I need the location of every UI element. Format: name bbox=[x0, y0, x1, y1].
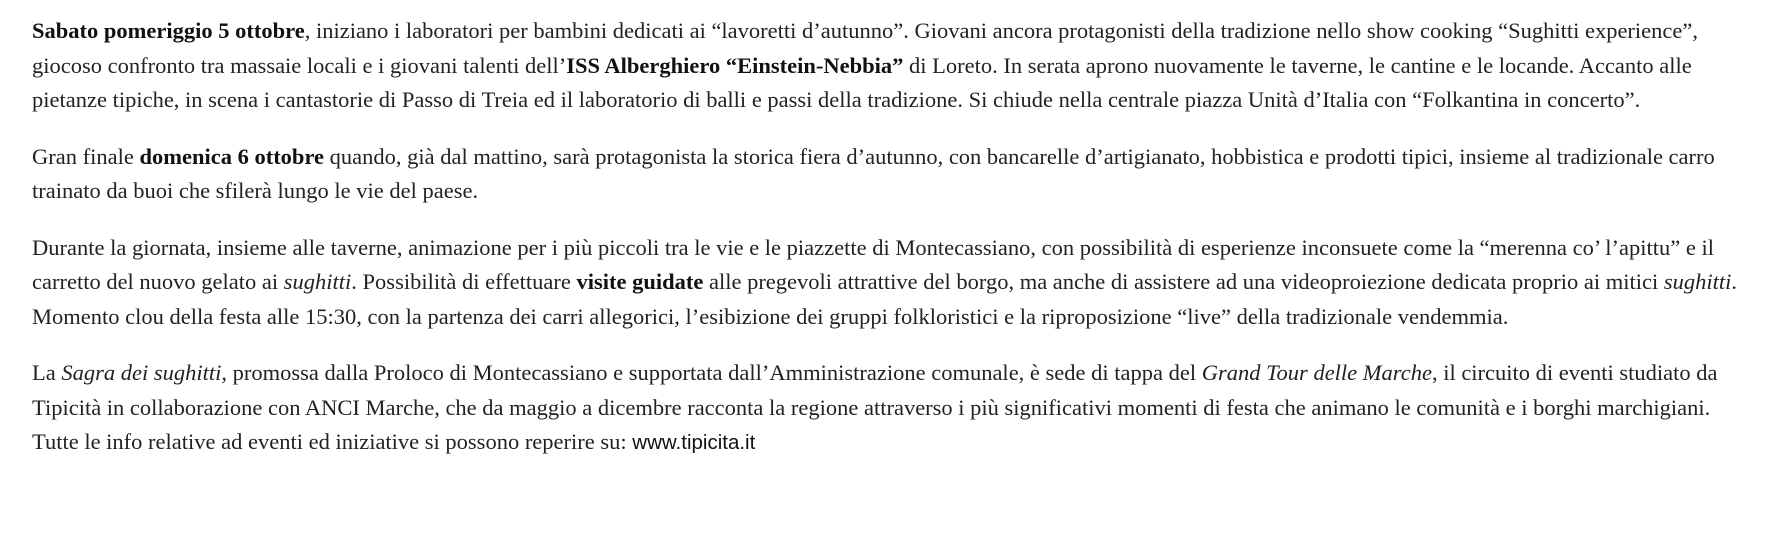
italic-term: sughitti bbox=[283, 269, 352, 294]
sunday-date: domenica 6 ottobre bbox=[139, 143, 325, 169]
sagra-name: Sagra dei sughitti bbox=[61, 360, 222, 385]
school-name: ISS Alberghiero “Einstein-Nebbia” bbox=[566, 52, 904, 78]
article-body bbox=[32, 14, 1738, 483]
paragraph-text: Durante la giornata, insieme alle taverne, animazione per i più piccoli tra le vie e le piazzette di Montecassiano, con possibilità di esperienze inconsuete come la “merenna co’ l’apittu” e il carretto del nuovo gelato ai bbox=[32, 234, 1715, 294]
paragraph-text: di Loreto. In serata aprono nuovamente le taverne, le cantine e le locande. Accanto alle pietanze tipiche, in scena i cantastorie di Passo di Treia ed il laboratorio di balli e passi della tradizione. Si chiude nella centrale piazza Unità d’Italia con “Folkantina in concerto”. bbox=[32, 52, 1692, 112]
saturday-date: Sabato pomeriggio 5 ottobre bbox=[32, 18, 305, 43]
paragraph-text: , il circuito di eventi studiato da Tipicità in collaborazione con ANCI Marche, che da maggio a dicembre racconta la regione attraverso i più significativi momenti di festa che animano le comunità e i borghi marchigiani. Tutte le info relative ad eventi ed iniziative si possono reperire su: bbox=[32, 360, 1718, 454]
paragraph-sagra-info bbox=[32, 356, 1738, 461]
paragraph-text: quando, già dal mattino, sarà protagonista la storica fiera d’autunno, con bancarelle d’artigianato, hobbistica e prodotti tipici, insieme al tradizionale carro trainato da buoi che sfilerà lungo le vie del paese. bbox=[32, 143, 1715, 203]
paragraph-text: . Possibilità di effettuare bbox=[351, 269, 577, 294]
paragraph-text: . Momento clou della festa alle 15:30, con la partenza dei carri allegorici, l’esibizione dei gruppi folkloristici e la riproposizione “live” della tradizionale vendemmia. bbox=[32, 269, 1737, 329]
paragraph-text: alle pregevoli attrattive del borgo, ma anche di assistere ad una videoproiezione dedicata proprio ai mitici bbox=[703, 269, 1664, 294]
paragraph-day-activities bbox=[32, 231, 1738, 335]
guided-tours-highlight: visite guidate bbox=[576, 269, 704, 294]
grand-tour-name: Grand Tour delle Marche bbox=[1201, 360, 1432, 385]
paragraph-sunday bbox=[32, 140, 1738, 209]
italic-term: sughitti bbox=[1663, 269, 1732, 294]
paragraph-text: , promossa dalla Proloco di Montecassiano e supportata dall’Amministrazione comunale, è sede di tappa del bbox=[221, 360, 1202, 385]
tipicita-link[interactable]: www.tipicita.it bbox=[632, 431, 756, 454]
paragraph-text: , iniziano i laboratori per bambini dedicati ai “lavoretti d’autunno”. Giovani ancora protagonisti della tradizione nello show cooking “Sughitti experience”, giocoso confronto tra massaie locali e i giovani talenti dell’ bbox=[32, 18, 1699, 78]
paragraph-text: Gran finale bbox=[32, 143, 140, 169]
paragraph-text: La bbox=[32, 360, 62, 385]
paragraph-saturday bbox=[32, 14, 1738, 118]
